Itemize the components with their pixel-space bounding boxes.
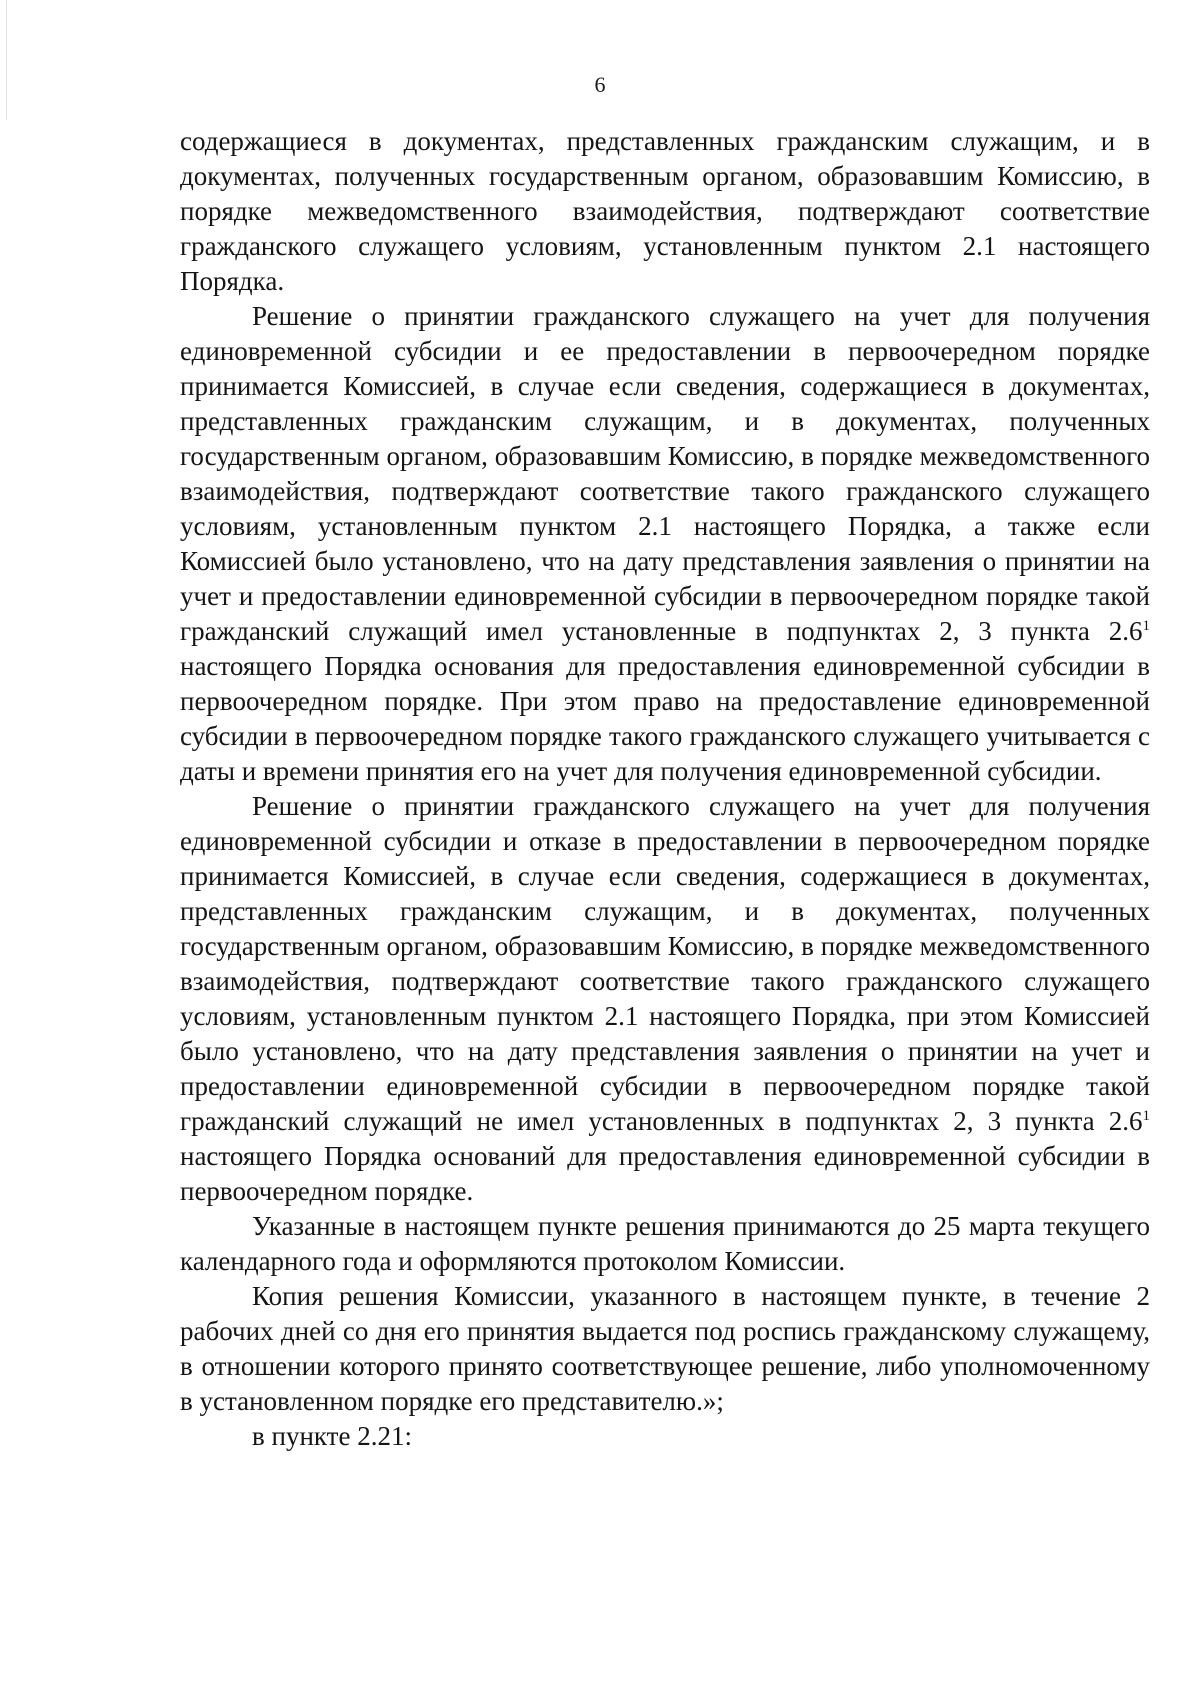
superscript-index: 1 (1142, 618, 1150, 634)
paragraph-text: Решение о принятии гражданского служащего на учет для получения единовременной субсидии и ее предоставлении в первоочередном порядке принимается Комиссией, в случае если сведения, содержащиеся в документах, представленных гражданским служащим, и в документах, полученных государственным органом, образовавшим Комиссию, в порядке межведомственного взаимодействия, подтверждают соответствие такого гражданского служащего условиям, установленным пунктом 2.1 настоящего Порядка, а также если Комиссией было установлено, что на дату представления заявления о принятии на учет и предоставлении единовременной субсидии в первоочередном порядке такой гражданский служащий имел установленные в подпунктах 2, 3 пункта 2.6 (180, 301, 1150, 646)
paragraph-deadline (180, 1209, 1150, 1279)
paragraph-text: содержащиеся в документах, представленных гражданским служащим, и в документах, полученных государственным органом, образовавшим Комиссию, в порядке межведомственного взаимодействия, подтверждают соответствие гражданского служащего условиям, установленным пунктом 2.1 настоящего Порядка. (180, 126, 1150, 296)
paragraph-clause-reference (180, 1419, 1150, 1454)
paragraph-text: Решение о принятии гражданского служащего на учет для получения единовременной субсидии и отказе в предоставлении в первоочередном порядке принимается Комиссией, в случае если сведения, содержащиеся в документах, представленных гражданским служащим, и в документах, полученных государственным органом, образовавшим Комиссию, в порядке межведомственного взаимодействия, подтверждают соответствие такого гражданского служащего условиям, установленным пунктом 2.1 настоящего Порядка, при этом Комиссией было установлено, что на дату представления заявления о принятии на учет и предоставлении единовременной субсидии в первоочередном порядке такой гражданский служащий не имел установленных в подпунктах 2, 3 пункта 2.6 (180, 791, 1150, 1136)
paragraph-refusal-decision (180, 789, 1150, 1209)
paragraph-text-continued: настоящего Порядка оснований для предоставления единовременной субсидии в первоочередном порядке. (180, 1141, 1150, 1206)
paragraph-copy-of-decision (180, 1279, 1150, 1419)
paragraph-priority-decision (180, 299, 1150, 789)
paragraph-text: Копия решения Комиссии, указанного в настоящем пункте, в течение 2 рабочих дней со дня его принятия выдается под роспись гражданскому служащему, в отношении которого принято соответствующее решение, либо уполномоченному в установленном порядке его представителю.»; (180, 1281, 1150, 1416)
paragraph-continuation (180, 124, 1150, 299)
scan-edge-mark (6, 0, 7, 120)
paragraph-text: Указанные в настоящем пункте решения принимаются до 25 марта текущего календарного года и оформляются протоколом Комиссии. (180, 1211, 1150, 1276)
page-number: 6 (594, 72, 606, 97)
paragraph-text-continued: настоящего Порядка основания для предоставления единовременной субсидии в первоочередном порядке. При этом право на предоставление единовременной субсидии в первоочередном порядке такого гражданского служащего учитывается с даты и времени принятия его на учет для получения единовременной субсидии. (180, 651, 1150, 786)
superscript-index: 1 (1142, 1108, 1150, 1124)
document-body (180, 124, 1150, 1454)
paragraph-text: в пункте 2.21: (252, 1421, 412, 1451)
